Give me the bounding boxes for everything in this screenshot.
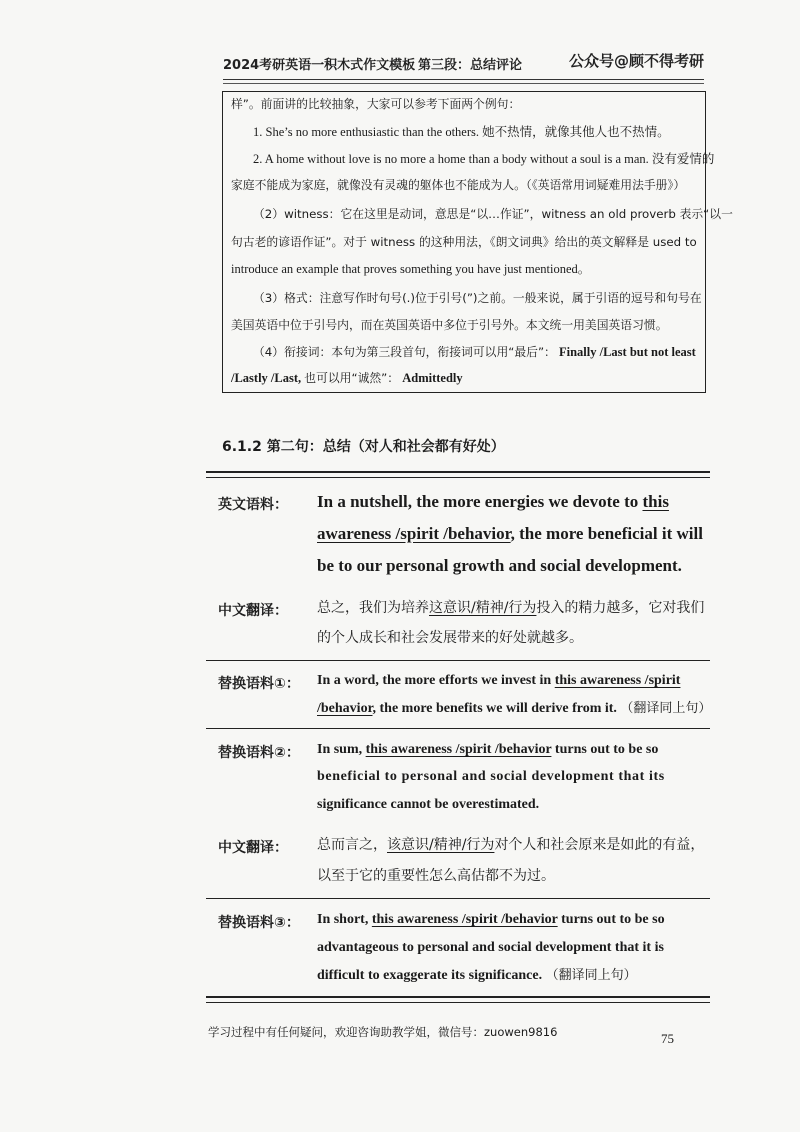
alternative-1-line-1: [317, 668, 703, 694]
alternative-3-text: In short,: [317, 912, 369, 927]
note-connector-1-zh: （4）衔接词：本句为第三段首句，衔接词可以用“最后”：: [253, 345, 556, 359]
row-divider-3: [206, 898, 710, 899]
translation-underline: 这意识/精神/行为: [429, 600, 537, 616]
label-alternative-3: 替换语料③：: [218, 915, 300, 931]
header-rule: [223, 79, 704, 80]
note-connector-1: [253, 344, 697, 360]
note-line-1: 样”。前面讲的比较抽象，大家可以参考下面两个例句：: [231, 97, 521, 111]
alternative-2-line-2: beneficial to personal and social development that its: [317, 769, 665, 784]
note-format-2: 美国英语中位于引号内，而在英国英语中多位于引号外。本文统一用美国英语习惯。: [231, 318, 668, 332]
chinese-translation-2-line-2: 以至于它的重要性怎么高估都不为过。: [317, 868, 555, 884]
note-connector-2-en: /Lastly /Last,: [231, 371, 302, 385]
alternative-2-text: In sum,: [317, 742, 363, 757]
translation-text: 总之，我们为培养: [317, 600, 429, 616]
note-example-2: 2. A home without love is no more a home than a body without a soul is a man. 没有爱情的: [253, 152, 715, 166]
english-corpus-text: In a nutshell, the more energies we devote to: [317, 492, 639, 511]
english-corpus-line-1: [317, 486, 703, 518]
alternative-3-text-2: turns out to be so: [561, 912, 665, 927]
table-top-rule: [206, 471, 710, 478]
chinese-translation-line-2: 的个人成长和社会发展带来的好处就越多。: [317, 630, 583, 646]
note-connector-2-zh: 也可以用“诚然”：: [304, 371, 400, 385]
alternative-1-note: （翻译同上句）: [620, 701, 712, 716]
page-number: 75: [661, 1031, 674, 1046]
note-example-2-translation: 家庭不能成为家庭，就像没有灵魂的躯体也不能成为人。（《英语常用词疑难用法手册》）: [231, 178, 686, 192]
alternative-3-line-3: [317, 963, 703, 989]
alternative-3-line-1: [317, 907, 703, 933]
section-title: 6.1.2 第二句：总结（对人和社会都有好处）: [222, 439, 505, 455]
english-corpus-line-2: [317, 518, 703, 550]
note-connector-2: [231, 370, 697, 386]
header-book-title: 2024考研英语一积木式作文模板: [223, 58, 416, 73]
header-rule-thin: [223, 83, 704, 84]
note-witness-3: introduce an example that proves something you have just mentioned。: [231, 262, 591, 276]
alternative-1-text: In a word, the more efforts we invest in: [317, 673, 552, 688]
english-corpus-underline-2: awareness /spirit /behavior: [317, 524, 511, 543]
english-corpus-underline: this: [642, 492, 669, 511]
alternative-3-underline: this awareness /spirit /behavior: [371, 912, 558, 927]
note-example-1: 1. She’s no more enthusiastic than the others. 她不热情，就像其他人也不热情。: [253, 125, 670, 139]
note-box: [222, 91, 733, 393]
alternative-1-text-2: , the more benefits we will derive from it.: [372, 701, 617, 716]
note-witness-1: （2）witness：它在这里是动词，意思是“以…作证”，witness an old proverb 表示“以一: [253, 207, 733, 221]
alternative-1-underline-2: /behavior: [317, 701, 373, 716]
alternative-2-underline: this awareness /spirit /behavior: [365, 742, 552, 757]
table-bottom-rule: [206, 996, 710, 1003]
english-corpus-line-3: be to our personal growth and social development.: [317, 556, 682, 575]
footer-contact: 学习过程中有任何疑问，欢迎咨询助教学姐，微信号：zuowen9816: [208, 1025, 558, 1039]
label-english-corpus: 英文语料：: [218, 497, 288, 513]
note-connector-1-en: Finally /Last but not least: [558, 345, 696, 359]
translation-text-2: 投入的精力越多，它对我们: [536, 600, 705, 616]
english-corpus-text-2: , the more beneficial it will: [510, 524, 703, 543]
row-divider-1: [206, 660, 710, 661]
header-account: 公众号@顾不得考研: [568, 52, 704, 70]
translation-2-underline: 该意识/精神/行为: [387, 837, 495, 853]
note-connector-2-admittedly: Admittedly: [402, 371, 463, 385]
header-section: 第三段：总结评论: [418, 58, 523, 73]
alternative-1-line-2: [317, 696, 712, 722]
alternative-1-underline: this awareness /spirit: [554, 673, 681, 688]
translation-2-text: 总而言之，: [317, 837, 387, 853]
label-alternative-1: 替换语料①：: [218, 676, 300, 692]
alternative-3-note: （翻译同上句）: [545, 968, 637, 983]
chinese-translation-2-line-1: [317, 831, 703, 859]
label-alternative-2: 替换语料②：: [218, 745, 300, 761]
alternative-2-text-2: turns out to be so: [554, 742, 659, 757]
alternative-3-line-2: advantageous to personal and social development that it is: [317, 940, 664, 955]
page-header: [223, 50, 704, 76]
note-format-1: （3）格式：注意写作时句号(.)位于引号(”)之前。一般来说，属于引语的逗号和句号在: [253, 291, 702, 305]
translation-2-text-2: 对个人和社会原来是如此的有益，: [494, 837, 705, 853]
page-footer: [206, 1021, 704, 1046]
label-chinese-translation-2: 中文翻译：: [218, 840, 288, 856]
alternative-2-line-3: significance cannot be overestimated.: [317, 797, 540, 812]
row-divider-2: [206, 728, 710, 729]
alternative-2-line-1: [317, 737, 703, 763]
chinese-translation-line-1: [317, 594, 703, 622]
note-witness-2: 句古老的谚语作证”。对于 witness 的这种用法，《朗文词典》给出的英文解释是 used to: [231, 235, 697, 249]
label-chinese-translation: 中文翻译：: [218, 603, 288, 619]
alternative-3-text-3: difficult to exaggerate its significance.: [317, 968, 543, 983]
